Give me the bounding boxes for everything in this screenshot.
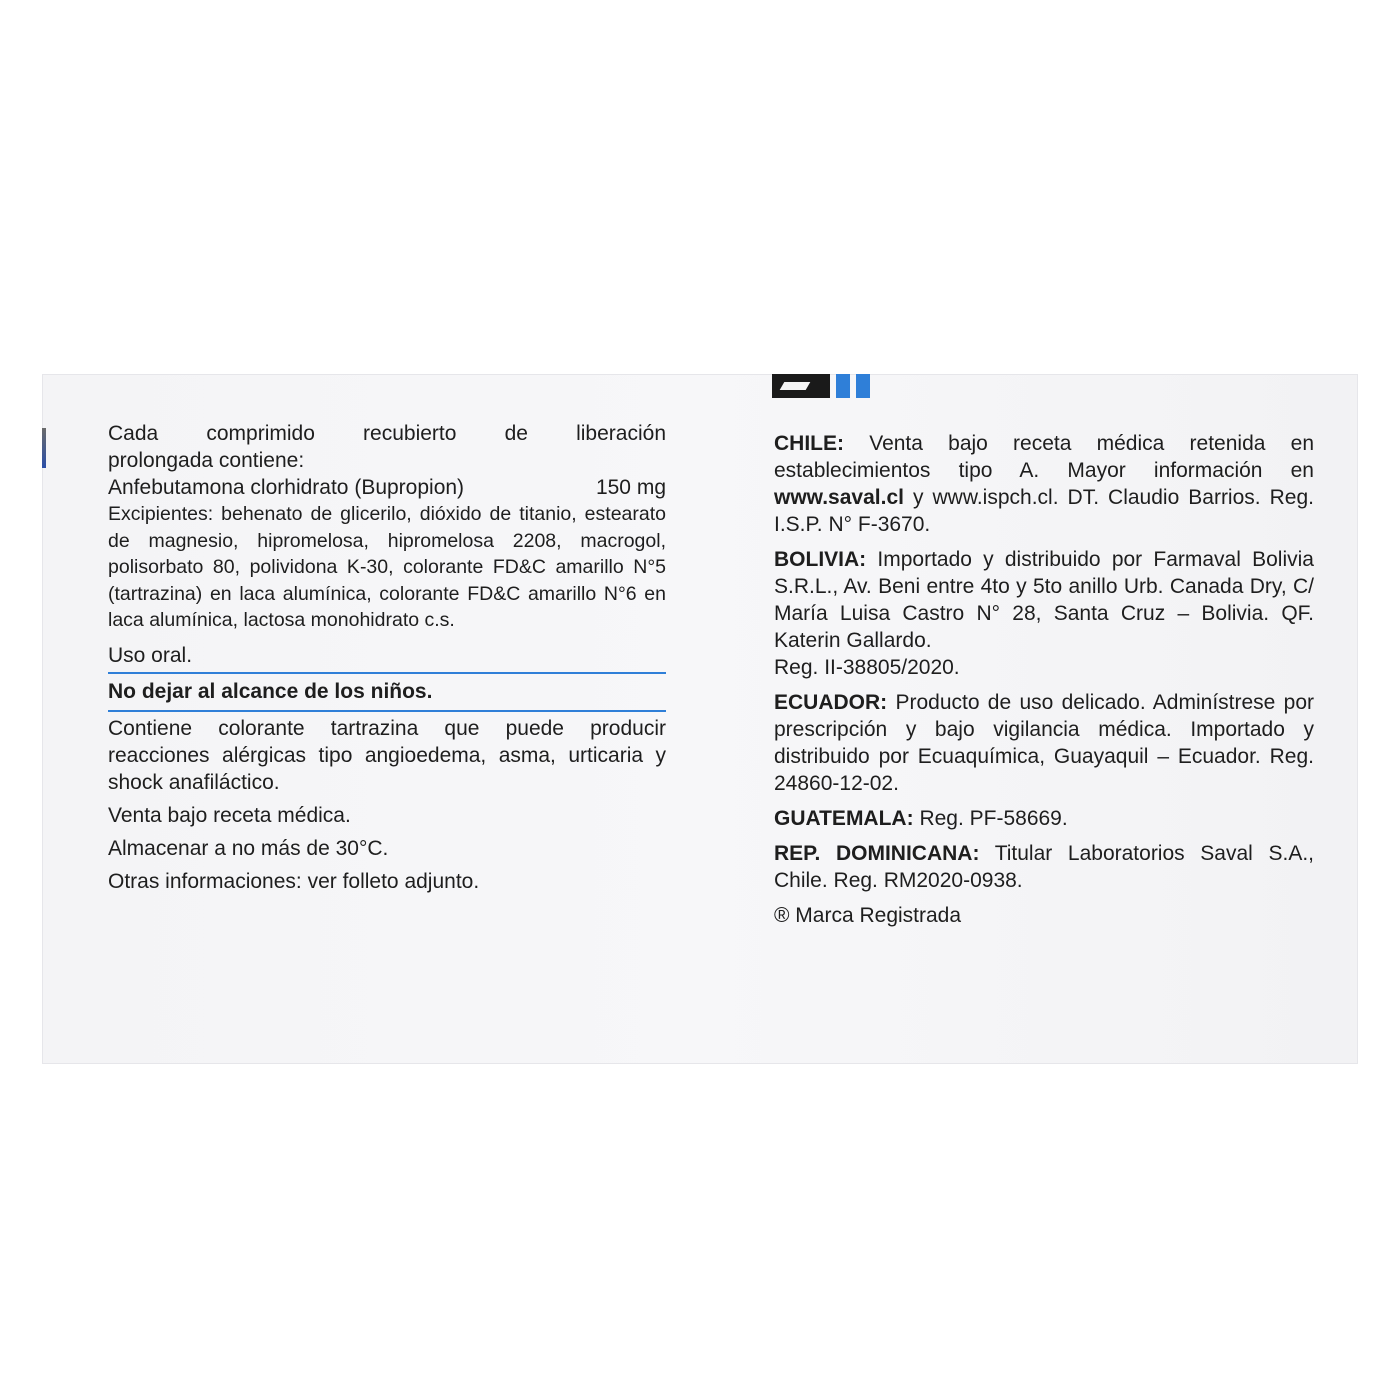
excipients-text: Excipientes: behenato de glicerilo, dióxido de titanio, estearato de magnesio, hipromelosa, hipromelosa 2208, macrogol, polisorbato 80, polividona K-30, colorante FD&C amarillo N°5 (tartrazina) en laca alumínica, colorante FD&C amarillo N°6 en laca alumínica, lactosa monohidrato c.s.	[108, 503, 666, 631]
guatemala-block	[774, 805, 1314, 832]
chile-text-end: y www.ispch.cl. DT. Claudio Barrios. Reg. I.S.P. N° F-3670.	[774, 486, 1314, 536]
blue-registration-mark	[856, 374, 870, 398]
intro-line: Cada comprimido recubierto de liberación	[108, 422, 666, 445]
sale-condition: Venta bajo receta médica.	[108, 803, 351, 827]
ecuador-block	[774, 689, 1314, 797]
black-registration-mark	[772, 374, 830, 398]
chile-website: www.saval.cl	[774, 486, 904, 509]
dominican-text: Titular Laboratorios Saval S.A., Chile. Reg. RM2020-0938.	[774, 842, 1314, 892]
warning-bottom-rule	[108, 710, 666, 712]
chile-text: Venta bajo receta médica retenida en establecimientos tipo A. Mayor información en	[774, 432, 1314, 482]
panel-edge-mark	[42, 428, 46, 468]
other-info: Otras informaciones: ver folleto adjunto.	[108, 869, 480, 893]
intro-line: prolongada contiene:	[108, 449, 305, 472]
ecuador-label: ECUADOR:	[774, 691, 888, 714]
warning-top-rule	[108, 672, 666, 674]
children-warning: No dejar al alcance de los niños.	[108, 679, 433, 703]
chile-label: CHILE:	[774, 432, 844, 455]
trademark-note: ® Marca Registrada	[774, 904, 962, 927]
active-ingredient-row	[108, 474, 666, 501]
bolivia-block	[774, 546, 1314, 654]
guatemala-text: Reg. PF-58669.	[919, 807, 1068, 830]
composition-column	[108, 420, 666, 895]
bolivia-text: Importado y distribuido por Farmaval Bolivia S.R.L., Av. Beni entre 4to y 5to anillo Urb. Canada Dry, C/ María Luisa Castro N° 28, Santa Cruz – Bolivia. QF. Katerin Gallardo.	[774, 548, 1314, 652]
country-info-column	[774, 430, 1314, 929]
print-registration-marks	[772, 374, 870, 398]
tartrazine-note: Contiene colorante tartrazina que puede producir reacciones alérgicas tipo angioedema, asma, urticaria y shock anafiláctico.	[108, 716, 666, 794]
route-text: Uso oral.	[108, 643, 193, 667]
dominican-block	[774, 840, 1314, 894]
active-ingredient: Anfebutamona clorhidrato (Bupropion)	[108, 476, 465, 499]
active-dose: 150 mg	[595, 476, 666, 499]
dominican-label: REP. DOMINICANA:	[774, 842, 980, 865]
blue-registration-mark	[836, 374, 850, 398]
bolivia-reg: Reg. II-38805/2020.	[774, 656, 960, 679]
guatemala-label: GUATEMALA:	[774, 807, 914, 830]
ecuador-text: Producto de uso delicado. Adminístrese por prescripción y bajo vigilancia médica. Importado y distribuido por Ecuaquímica, Guayaquil – Ecuador. Reg. 24860-12-02.	[774, 691, 1314, 795]
chile-block	[774, 430, 1314, 538]
storage-condition: Almacenar a no más de 30°C.	[108, 836, 389, 860]
bolivia-label: BOLIVIA:	[774, 548, 867, 571]
